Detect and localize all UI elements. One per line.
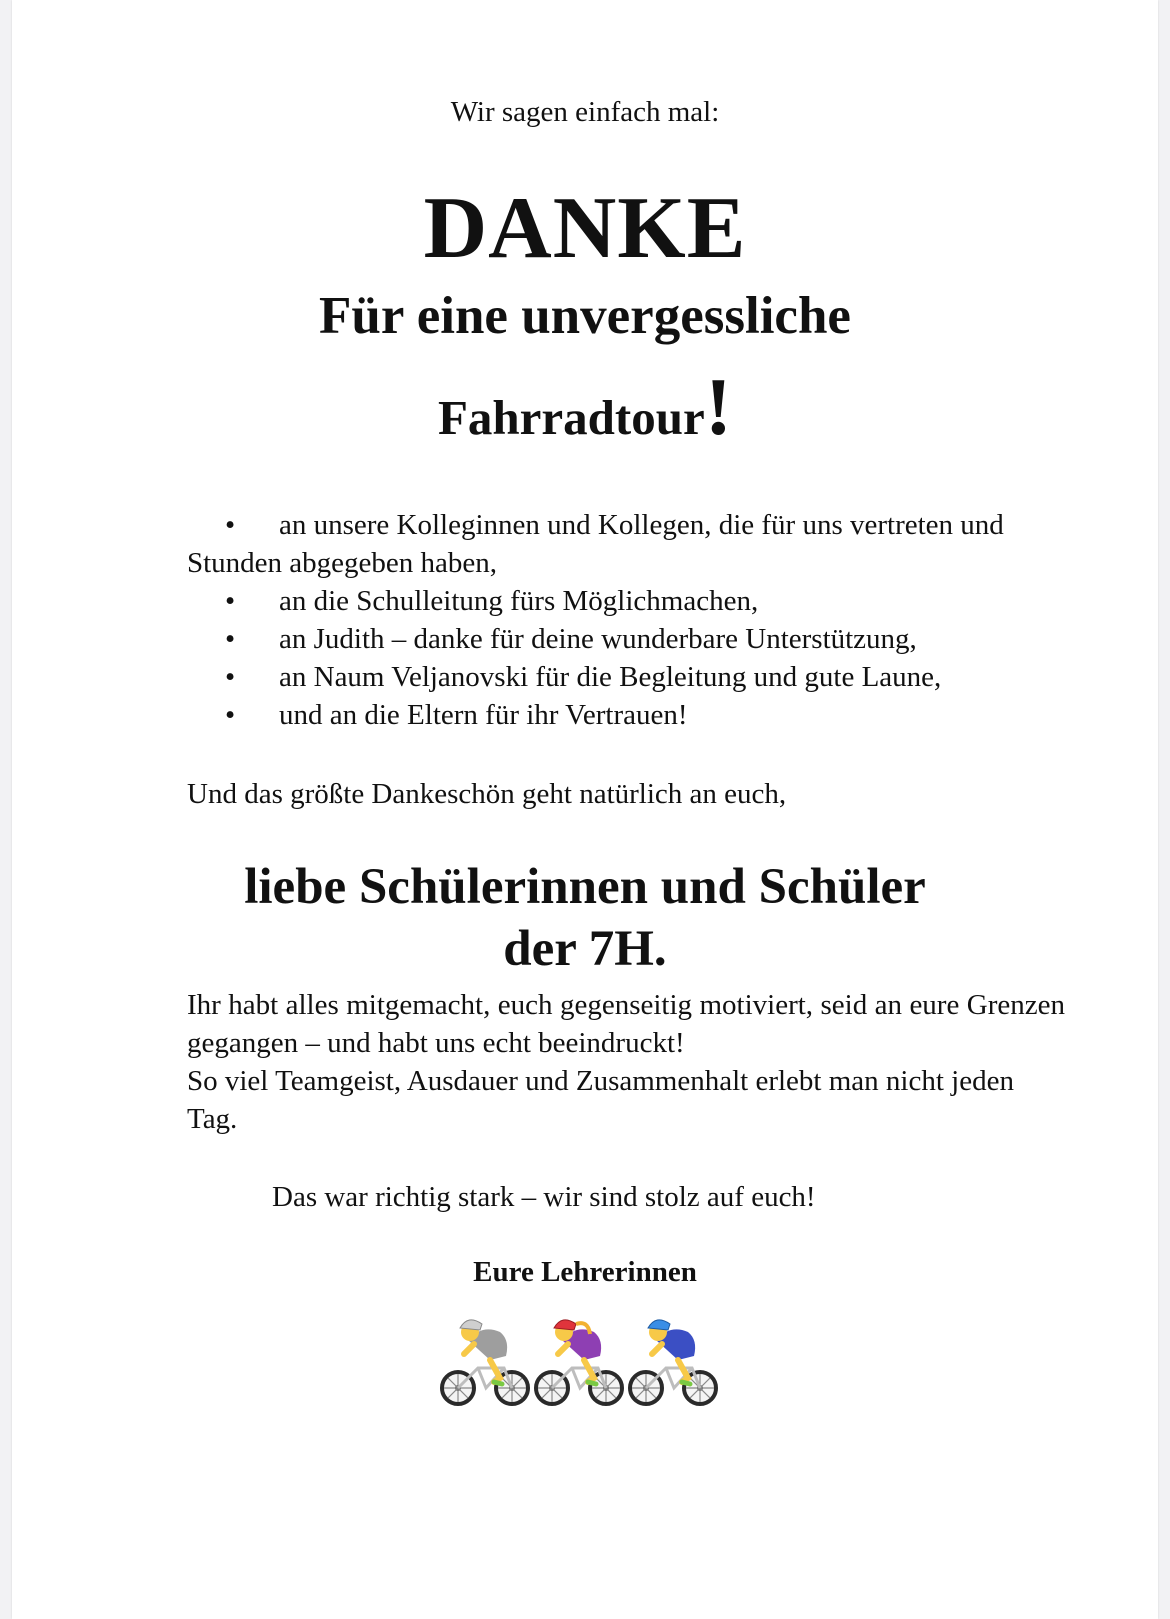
students-heading-line-2: der 7H. xyxy=(503,921,667,977)
list-item-text: an unsere Kolleginnen und Kollegen, die für uns vertreten und Stunden abgegeben haben, xyxy=(187,509,1004,579)
thanks-list xyxy=(187,506,1067,734)
list-item-text: an Naum Veljanovski für die Begleitung und gute Laune, xyxy=(279,661,942,693)
headline: DANKE xyxy=(423,180,747,277)
bullet: • xyxy=(225,585,236,617)
intro-text: Wir sagen einfach mal: xyxy=(450,96,720,128)
cyclist-icon xyxy=(630,1320,716,1404)
bullet: • xyxy=(225,623,236,655)
paragraph-1: Ihr habt alles mitgemacht, euch gegenseitig motiviert, seid an eure Grenzen gegangen – und habt uns echt beeindruckt! xyxy=(187,989,1065,1059)
cyclist-icon xyxy=(442,1320,528,1404)
subtitle-line-2 xyxy=(12,361,1158,452)
list-item-text: an Judith – danke für deine wunderbare Unterstützung, xyxy=(279,623,917,655)
list-item-text: an die Schulleitung fürs Möglichmachen, xyxy=(279,585,759,617)
list-item xyxy=(187,582,1067,620)
biggest-thanks-text: Und das größte Dankeschön geht natürlich an euch, xyxy=(187,778,787,810)
paragraph-2: So viel Teamgeist, Ausdauer und Zusammenhalt erlebt man nicht jeden Tag. xyxy=(187,1065,1014,1135)
subtitle-text: Fahrradtour xyxy=(437,390,705,445)
list-item xyxy=(187,620,1067,658)
cyclists-emoji-row xyxy=(438,1310,728,1410)
woman-cyclist-icon xyxy=(536,1320,622,1404)
list-item-text: und an die Eltern für ihr Vertrauen! xyxy=(279,699,688,731)
exclamation-mark: ! xyxy=(704,361,733,452)
list-item xyxy=(187,506,1067,582)
body-paragraph xyxy=(187,986,1065,1138)
bullet: • xyxy=(225,509,236,541)
document-page xyxy=(12,0,1158,1619)
students-heading xyxy=(12,856,1158,980)
students-heading-line-1: liebe Schülerinnen und Schüler xyxy=(244,859,926,915)
bullet: • xyxy=(225,661,236,693)
signature: Eure Lehrerinnen xyxy=(473,1256,697,1288)
bullet: • xyxy=(225,699,236,731)
list-item xyxy=(187,658,1067,696)
proud-text: Das war richtig stark – wir sind stolz auf euch! xyxy=(272,1181,816,1213)
subtitle-line-1: Für eine unvergessliche xyxy=(319,287,851,345)
list-item xyxy=(187,696,1067,734)
